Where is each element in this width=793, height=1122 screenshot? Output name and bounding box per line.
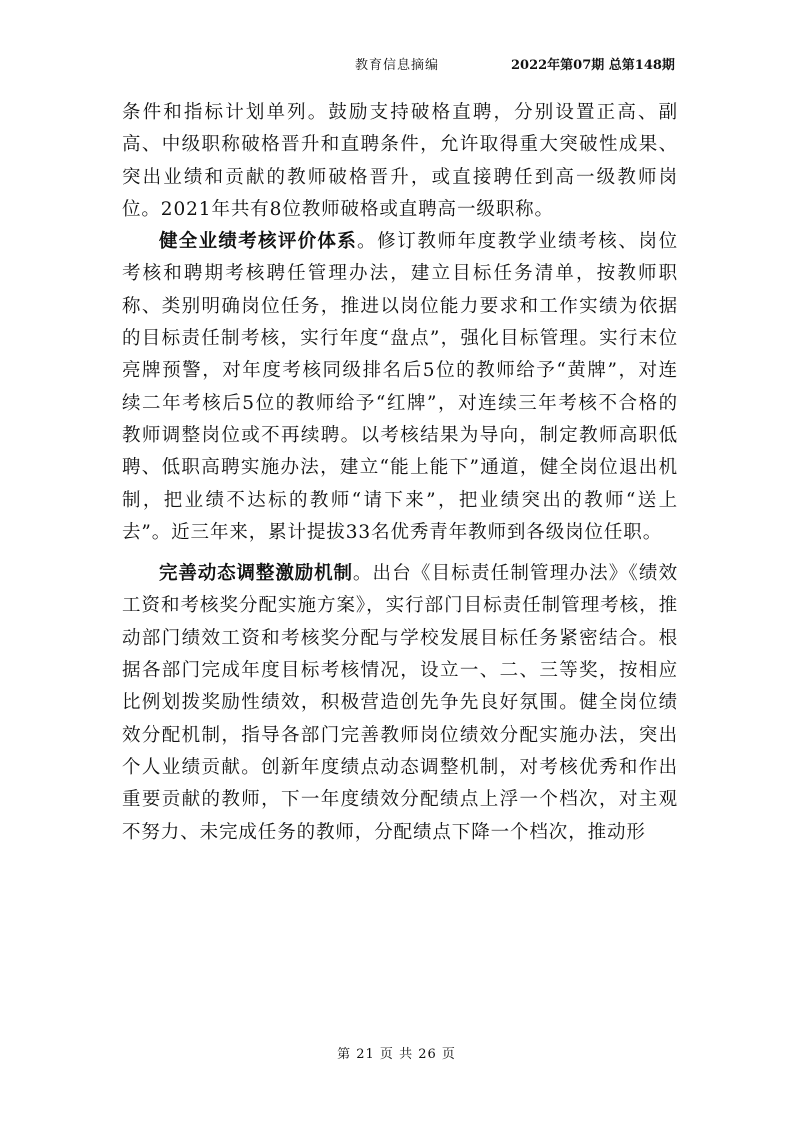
paragraph-heading: 健全业绩考核评价体系 [159,231,358,253]
paragraph-text: 。修订教师年度教学业绩考核、岗位考核和聘期考核聘任管理办法，建立目标任务清单，按教师职称、类别明确岗位任务，推进以岗位能力要求和工作实绩为依据的目标责任制考核，实行年度“盘点”，强化目标管理。实行末位亮牌预警，对年度考核同级排名后5位的教师给予“黄牌”，对连续二年考核后5位的教师给予“红牌”，对连续三年考核不合格的教师调整岗位或不再续聘。以考核结果为导向，制定教师高职低聘、低职高聘实施办法，建立“能上能下”通道，健全岗位退出机制，把业绩不达标的教师“请下来”，把业绩突出的教师“送上去”。近三年来，累计提拔33名优秀青年教师到各级岗位任职。 [122,231,678,543]
publication-name: 教育信息摘编 [355,58,440,73]
document-body [122,97,678,849]
paragraph-performance-evaluation [122,226,678,549]
page-number: 第 21 页 共 26 页 [337,1047,456,1062]
page-header [0,54,793,74]
paragraph-text: 。出台《目标责任制管理办法》《绩效工资和考核奖分配实施方案》，实行部门目标责任制管理考核，推动部门绩效工资和考核奖分配与学校发展目标任务紧密结合。根据各部门完成年度目标考核情况，设立一、二、三等奖，按相应比例划拨奖励性绩效，积极营造创先争先良好氛围。健全岗位绩效分配机制，指导各部门完善教师岗位绩效分配实施办法，突出个人业绩贡献。创新年度绩点动态调整机制，对考核优秀和作出重要贡献的教师，下一年度绩效分配绩点上浮一个档次，对主观不努力、未完成任务的教师，分配绩点下降一个档次，推动形 [122,563,678,843]
paragraph-continuation [122,97,678,226]
issue-number: 2022年第07期 总第148期 [511,58,675,73]
paragraph-heading: 完善动态调整激励机制 [159,563,353,585]
paragraph-text: 条件和指标计划单列。鼓励支持破格直聘，分别设置正高、副高、中级职称破格晋升和直聘条件，允许取得重大突破性成果、突出业绩和贡献的教师破格晋升，或直接聘任到高一级教师岗位。2021年共有8位教师破格或直聘高一级职称。 [122,102,678,220]
paragraph-incentive-mechanism [122,558,678,849]
